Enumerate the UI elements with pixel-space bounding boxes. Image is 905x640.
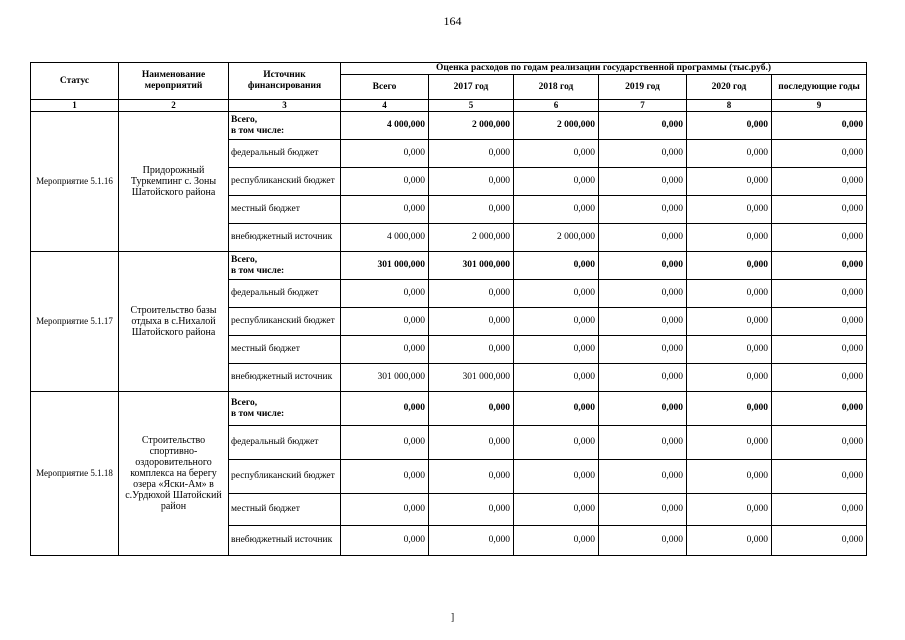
funding-source-total: Всего, bbox=[231, 254, 258, 265]
funding-source: федеральный бюджет bbox=[229, 140, 341, 168]
amount-cell: 0,000 bbox=[599, 196, 687, 224]
amount-cell: 0,000 bbox=[772, 526, 867, 556]
amount-cell: 0,000 bbox=[687, 336, 772, 364]
amount-cell: 0,000 bbox=[514, 280, 599, 308]
amount-cell: 0,000 bbox=[599, 426, 687, 460]
amount-cell: 0,000 bbox=[687, 168, 772, 196]
amount-cell: 0,000 bbox=[514, 392, 599, 426]
column-number: 6 bbox=[514, 100, 599, 112]
amount-cell: 0,000 bbox=[341, 426, 429, 460]
funding-source: внебюджетный источник bbox=[229, 364, 341, 392]
table-row bbox=[31, 112, 867, 140]
amount-cell: 0,000 bbox=[599, 280, 687, 308]
amount-cell: 4 000,000 bbox=[341, 224, 429, 252]
amount-cell: 0,000 bbox=[687, 252, 772, 280]
amount-cell: 0,000 bbox=[514, 196, 599, 224]
header-year-total: Всего bbox=[341, 75, 429, 100]
measure-status: Мероприятие 5.1.17 bbox=[31, 252, 119, 392]
measure-status: Мероприятие 5.1.16 bbox=[31, 112, 119, 252]
amount-cell: 0,000 bbox=[687, 392, 772, 426]
funding-source: республиканский бюджет bbox=[229, 460, 341, 494]
amount-cell: 0,000 bbox=[772, 280, 867, 308]
amount-cell: 0,000 bbox=[599, 224, 687, 252]
amount-cell: 0,000 bbox=[687, 112, 772, 140]
amount-cell: 0,000 bbox=[429, 526, 514, 556]
amount-cell: 301 000,000 bbox=[341, 252, 429, 280]
amount-cell: 0,000 bbox=[772, 460, 867, 494]
column-number-row bbox=[31, 100, 867, 112]
amount-cell: 0,000 bbox=[772, 364, 867, 392]
table-body bbox=[31, 112, 867, 556]
amount-cell: 0,000 bbox=[514, 308, 599, 336]
amount-cell: 0,000 bbox=[341, 526, 429, 556]
header-year-2018: 2018 год bbox=[514, 75, 599, 100]
amount-cell: 0,000 bbox=[687, 308, 772, 336]
column-number: 1 bbox=[31, 100, 119, 112]
amount-cell: 0,000 bbox=[599, 336, 687, 364]
amount-cell: 0,000 bbox=[772, 168, 867, 196]
amount-cell: 0,000 bbox=[687, 364, 772, 392]
funding-source: местный бюджет bbox=[229, 494, 341, 526]
header-status: Статус bbox=[31, 63, 119, 100]
table-row bbox=[31, 392, 867, 426]
funding-source-total-sub: в том числе: bbox=[231, 408, 285, 419]
column-number: 4 bbox=[341, 100, 429, 112]
amount-cell: 0,000 bbox=[772, 140, 867, 168]
amount-cell: 0,000 bbox=[687, 224, 772, 252]
funding-source bbox=[229, 252, 341, 280]
amount-cell: 0,000 bbox=[687, 426, 772, 460]
amount-cell: 0,000 bbox=[772, 426, 867, 460]
amount-cell: 0,000 bbox=[772, 392, 867, 426]
page-number: 164 bbox=[443, 14, 462, 28]
amount-cell: 0,000 bbox=[687, 460, 772, 494]
funding-source: республиканский бюджет bbox=[229, 168, 341, 196]
table-row bbox=[31, 252, 867, 280]
column-number: 2 bbox=[119, 100, 229, 112]
funding-source-total-sub: в том числе: bbox=[231, 265, 285, 276]
amount-cell: 0,000 bbox=[687, 526, 772, 556]
amount-cell: 0,000 bbox=[429, 494, 514, 526]
header-year-2020: 2020 год bbox=[687, 75, 772, 100]
amount-cell: 0,000 bbox=[599, 392, 687, 426]
amount-cell: 0,000 bbox=[429, 140, 514, 168]
funding-source: федеральный бюджет bbox=[229, 280, 341, 308]
funding-source: внебюджетный источник bbox=[229, 526, 341, 556]
amount-cell: 0,000 bbox=[772, 336, 867, 364]
amount-cell: 0,000 bbox=[599, 168, 687, 196]
amount-cell: 0,000 bbox=[514, 460, 599, 494]
header-year-later: последующие годы bbox=[772, 75, 867, 100]
funding-source: федеральный бюджет bbox=[229, 426, 341, 460]
amount-cell: 0,000 bbox=[687, 494, 772, 526]
measure-name: Придорожный Туркемпинг с. Зоны Шатойского района bbox=[119, 112, 229, 252]
amount-cell: 2 000,000 bbox=[514, 224, 599, 252]
amount-cell: 0,000 bbox=[772, 308, 867, 336]
amount-cell: 301 000,000 bbox=[429, 252, 514, 280]
amount-cell: 0,000 bbox=[341, 168, 429, 196]
amount-cell: 0,000 bbox=[514, 494, 599, 526]
funding-source-total-sub: в том числе: bbox=[231, 125, 285, 136]
column-number: 3 bbox=[229, 100, 341, 112]
amount-cell: 2 000,000 bbox=[429, 112, 514, 140]
funding-source: республиканский бюджет bbox=[229, 308, 341, 336]
amount-cell: 0,000 bbox=[341, 392, 429, 426]
funding-source-total: Всего, bbox=[231, 114, 258, 125]
amount-cell: 0,000 bbox=[341, 280, 429, 308]
amount-cell: 0,000 bbox=[341, 336, 429, 364]
amount-cell: 0,000 bbox=[341, 196, 429, 224]
amount-cell: 0,000 bbox=[341, 460, 429, 494]
amount-cell: 0,000 bbox=[514, 252, 599, 280]
amount-cell: 0,000 bbox=[514, 526, 599, 556]
header-source: Источник финансирования bbox=[229, 63, 341, 100]
amount-cell: 0,000 bbox=[772, 494, 867, 526]
funding-source-total: Всего, bbox=[231, 397, 258, 408]
measure-name: Строительство базы отдыха в с.Нихалой Шатойского района bbox=[119, 252, 229, 392]
measure-status: Мероприятие 5.1.18 bbox=[31, 392, 119, 556]
budget-table bbox=[30, 62, 867, 556]
amount-cell: 0,000 bbox=[772, 224, 867, 252]
column-number: 9 bbox=[772, 100, 867, 112]
column-number: 7 bbox=[599, 100, 687, 112]
amount-cell: 0,000 bbox=[599, 308, 687, 336]
amount-cell: 2 000,000 bbox=[514, 112, 599, 140]
funding-source: внебюджетный источник bbox=[229, 224, 341, 252]
amount-cell: 0,000 bbox=[599, 526, 687, 556]
amount-cell: 0,000 bbox=[514, 336, 599, 364]
measure-name: Строительство спортивно-оздоровительного комплекса на берегу озера «Яски-Ам» в с.Урдюхой Шатойский район bbox=[119, 392, 229, 556]
amount-cell: 0,000 bbox=[341, 140, 429, 168]
amount-cell: 0,000 bbox=[429, 460, 514, 494]
header-costs-group: Оценка расходов по годам реализации государственной программы (тыс.руб.) bbox=[341, 63, 867, 75]
funding-source bbox=[229, 112, 341, 140]
amount-cell: 0,000 bbox=[341, 494, 429, 526]
amount-cell: 2 000,000 bbox=[429, 224, 514, 252]
amount-cell: 0,000 bbox=[514, 140, 599, 168]
amount-cell: 4 000,000 bbox=[341, 112, 429, 140]
funding-source: местный бюджет bbox=[229, 336, 341, 364]
amount-cell: 0,000 bbox=[341, 308, 429, 336]
amount-cell: 0,000 bbox=[514, 168, 599, 196]
amount-cell: 0,000 bbox=[599, 140, 687, 168]
column-number: 8 bbox=[687, 100, 772, 112]
amount-cell: 0,000 bbox=[772, 196, 867, 224]
amount-cell: 0,000 bbox=[429, 168, 514, 196]
amount-cell: 0,000 bbox=[429, 336, 514, 364]
amount-cell: 0,000 bbox=[599, 494, 687, 526]
amount-cell: 0,000 bbox=[772, 112, 867, 140]
amount-cell: 0,000 bbox=[429, 426, 514, 460]
amount-cell: 301 000,000 bbox=[429, 364, 514, 392]
amount-cell: 0,000 bbox=[599, 112, 687, 140]
header-name: Наименование мероприятий bbox=[119, 63, 229, 100]
amount-cell: 0,000 bbox=[429, 308, 514, 336]
column-number: 5 bbox=[429, 100, 514, 112]
amount-cell: 0,000 bbox=[599, 252, 687, 280]
amount-cell: 0,000 bbox=[514, 364, 599, 392]
header-year-2017: 2017 год bbox=[429, 75, 514, 100]
amount-cell: 301 000,000 bbox=[341, 364, 429, 392]
funding-source bbox=[229, 392, 341, 426]
amount-cell: 0,000 bbox=[599, 364, 687, 392]
amount-cell: 0,000 bbox=[599, 460, 687, 494]
funding-source: местный бюджет bbox=[229, 196, 341, 224]
amount-cell: 0,000 bbox=[429, 392, 514, 426]
bottom-mark: ] bbox=[450, 612, 455, 623]
header-year-2019: 2019 год bbox=[599, 75, 687, 100]
amount-cell: 0,000 bbox=[772, 252, 867, 280]
amount-cell: 0,000 bbox=[429, 280, 514, 308]
amount-cell: 0,000 bbox=[687, 196, 772, 224]
amount-cell: 0,000 bbox=[514, 426, 599, 460]
amount-cell: 0,000 bbox=[687, 280, 772, 308]
amount-cell: 0,000 bbox=[429, 196, 514, 224]
amount-cell: 0,000 bbox=[687, 140, 772, 168]
